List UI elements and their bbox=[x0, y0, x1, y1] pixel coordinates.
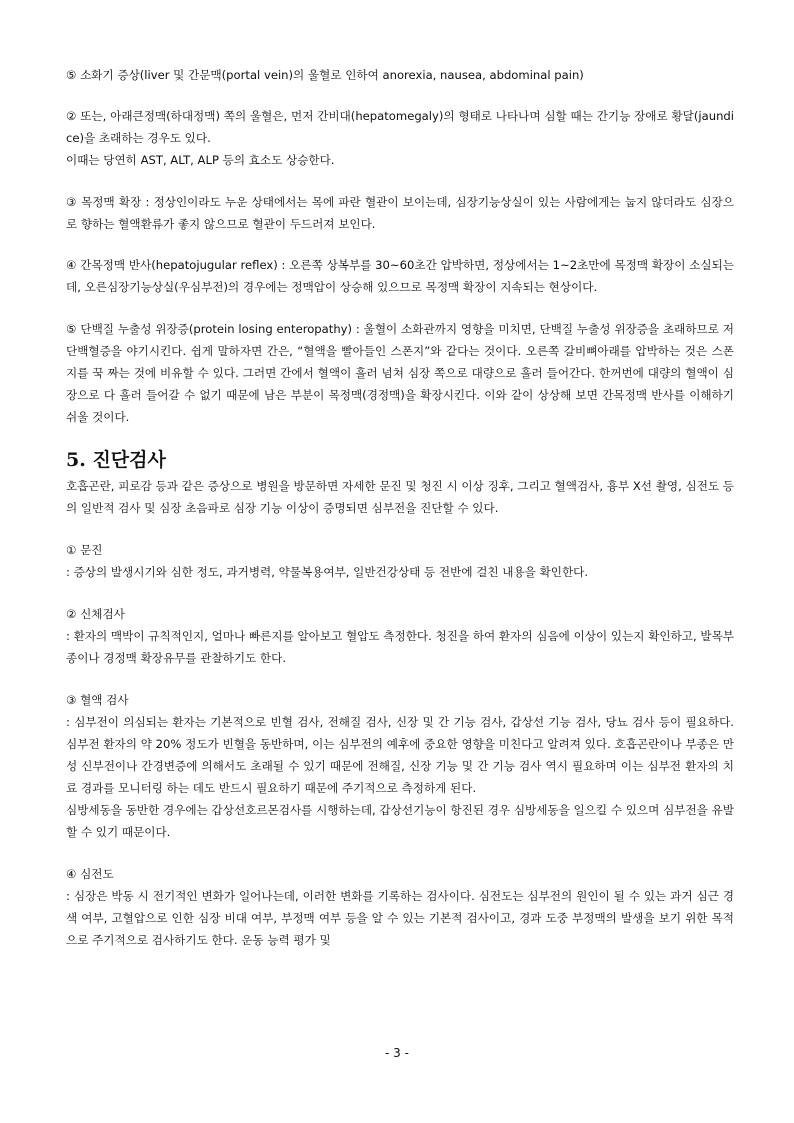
symptom-hepatomegaly-item bbox=[66, 105, 734, 171]
paragraph: : 심부전이 의심되는 환자는 기본적으로 빈혈 검사, 전해질 검사, 신장 및 간 기능 검사, 갑상선 기능 검사, 당뇨 검사 등이 필요하다. 심부전 환자의 약 20% 정도가 빈혈을 동반하며, 이는 심부전의 예후에 중요한 영향을 미친다고 알려져 있다. 호흡곤란이나 부종은 만성 신부전이나 간경변증에 의해서도 초래될 수 있기 때문에 전해질, 신장 기능 및 간 기능 검사 역시 필요하며 이는 심부전 환자의 치료 경과를 모니터링 하는 데도 반드시 필요하기 때문에 주기적으로 측정하게 된다. bbox=[66, 715, 734, 795]
symptom-ple-item bbox=[66, 318, 734, 428]
exam-history-taking bbox=[66, 539, 734, 583]
exam-ecg bbox=[66, 863, 734, 951]
paragraph: : 증상의 발생시기와 심한 정도, 과거병력, 약물복용여부, 일반건강상태 등 전반에 걸친 내용을 확인한다. bbox=[66, 565, 589, 579]
symptom-jvd-item bbox=[66, 191, 734, 235]
paragraph: ② 또는, 아래큰정맥(하대정맥) 쪽의 울혈은, 먼저 간비대(hepatomegaly)의 형태로 나타나며 심할 때는 간기능 장애로 황달(jaundice)을 초래하는 경우도 있다. bbox=[66, 109, 734, 145]
paragraph: ⑤ 단백질 누출성 위장증(protein losing enteropathy) : 울혈이 소화관까지 영향을 미치면, 단백질 누출성 위장증을 초래하므로 저단백혈증을 야기시킨다. 쉽게 말하자면 간은, “혈액을 빨아들인 스폰지”와 같다는 것이다. 오른쪽 갈비뼈아래를 압박하는 것은 스폰지를 꾹 짜는 것에 비유할 수 있다. 그러면 간에서 혈액이 흘러 넘쳐 심장 쪽으로 대량으로 흘러 들어간다. 한꺼번에 대량의 혈액이 심장으로 다 흘러 들어갈 수 없기 때문에 남은 부분이 목정맥(경정맥)을 확장시킨다. 이와 같이 상상해 보면 간목정맥 반사를 이해하기 쉬울 것이다. bbox=[66, 322, 734, 424]
section-heading bbox=[66, 447, 734, 473]
item-heading: ① 문진 bbox=[66, 543, 103, 557]
paragraph: : 환자의 맥박이 규칙적인지, 얼마나 빠른지를 알아보고 혈압도 측정한다. 청진을 하여 환자의 심음에 이상이 있는지 확인하고, 발목부종이나 경정맥 확장유무를 관찰하기도 한다. bbox=[66, 629, 734, 665]
item-heading: ③ 혈액 검사 bbox=[66, 693, 129, 707]
paragraph: : 심장은 박동 시 전기적인 변화가 일어나는데, 이러한 변화를 기록하는 검사이다. 심전도는 심부전의 원인이 될 수 있는 과거 심근 경색 여부, 고혈압으로 인한 심장 비대 여부, 부정맥 여부 등을 알 수 있는 기본적 검사이고, 경과 도중 부정맥의 발생을 보기 위한 목적으로 주기적으로 검사하기도 한다. 운동 능력 평가 및 bbox=[66, 889, 734, 947]
symptom-gi-item bbox=[66, 64, 734, 86]
page-content bbox=[66, 64, 734, 951]
paragraph: ④ 간목정맥 반사(hepatojugular reflex) : 오른쪽 상복부를 30~60초간 압박하면, 정상에서는 1~2초만에 목정맥 확장이 소실되는데, 오른심장기능상실(우심부전)의 경우에는 정맥압이 상승해 있으므로 목정맥 확장이 지속되는 현상이다. bbox=[66, 258, 734, 294]
paragraph: ③ 목정맥 확장 : 정상인이라도 누운 상태에서는 목에 파란 혈관이 보이는데, 심장기능상실이 있는 사람에게는 눕지 않더라도 심장으로 향하는 혈액환류가 좋지 않으므로 혈관이 두드러져 보인다. bbox=[66, 195, 734, 231]
paragraph: 심방세동을 동반한 경우에는 갑상선호르몬검사를 시행하는데, 갑상선기능이 항진된 경우 심방세동을 일으킬 수 있으며 심부전을 유발할 수 있기 때문이다. bbox=[66, 803, 734, 839]
exam-physical bbox=[66, 603, 734, 669]
symptom-hjr-item bbox=[66, 254, 734, 298]
section-intro bbox=[66, 475, 734, 519]
page-number: - 3 - bbox=[385, 1046, 409, 1060]
item-heading: ④ 심전도 bbox=[66, 867, 114, 881]
paragraph: 이때는 당연히 AST, ALT, ALP 등의 효소도 상승한다. bbox=[66, 153, 335, 167]
item-heading: ② 신체검사 bbox=[66, 607, 125, 621]
paragraph: ⑤ 소화기 증상(liver 및 간문맥(portal vein)의 울혈로 인하여 anorexia, nausea, abdominal pain) bbox=[66, 68, 584, 82]
paragraph: 호흡곤란, 피로감 등과 같은 증상으로 병원을 방문하면 자세한 문진 및 청진 시 이상 징후, 그리고 혈액검사, 흉부 X선 촬영, 심전도 등의 일반적 검사 및 심장 초음파로 심장 기능 이상이 증명되면 심부전을 진단할 수 있다. bbox=[66, 479, 734, 515]
section-title: 5. 진단검사 bbox=[66, 449, 166, 471]
exam-blood-test bbox=[66, 689, 734, 843]
